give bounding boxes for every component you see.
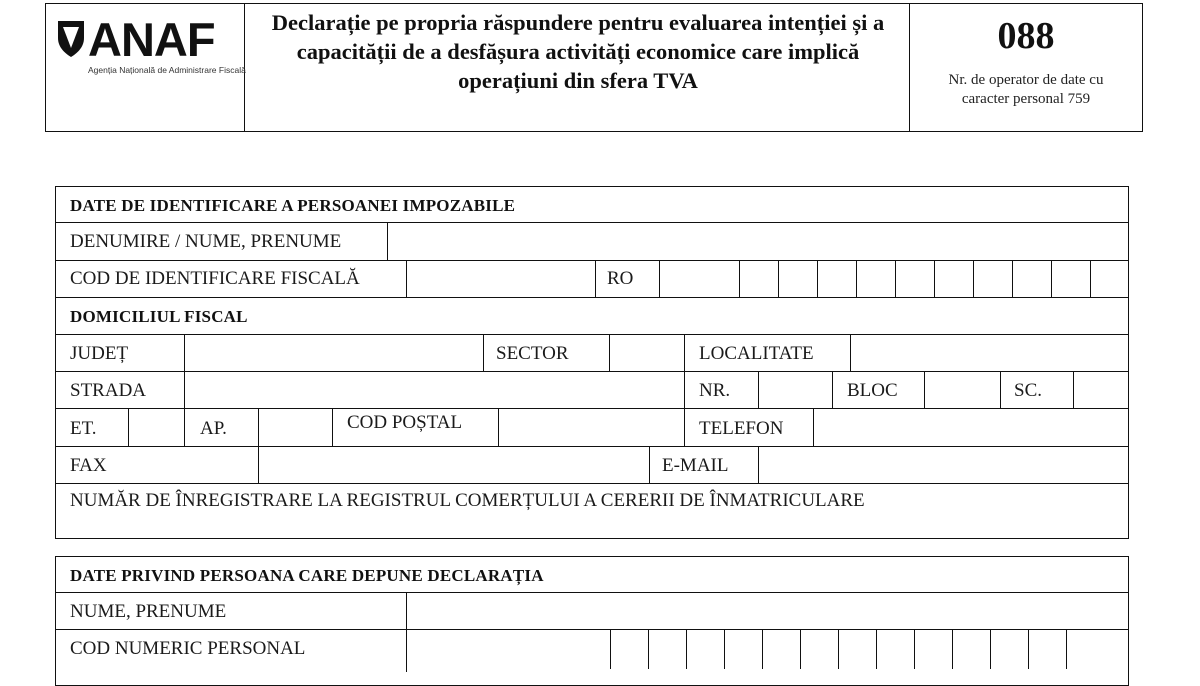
email-label: E-MAIL bbox=[662, 455, 729, 476]
registration-field[interactable] bbox=[57, 512, 1127, 537]
telefon-label: TELEFON bbox=[699, 418, 784, 439]
et-label: ET. bbox=[70, 418, 97, 439]
localitate-field[interactable] bbox=[852, 336, 1127, 370]
judet-label: JUDEȚ bbox=[70, 343, 129, 364]
cif-field[interactable] bbox=[408, 262, 594, 296]
telefon-field[interactable] bbox=[815, 410, 1127, 445]
fax-field[interactable] bbox=[260, 448, 648, 482]
ro-label: RO bbox=[607, 268, 634, 289]
nr-label: NR. bbox=[699, 380, 731, 401]
cod-postal-label: COD POȘTAL bbox=[347, 412, 463, 433]
ap-field[interactable] bbox=[260, 410, 331, 445]
shield-icon bbox=[56, 18, 86, 58]
strada-field[interactable] bbox=[186, 373, 683, 407]
localitate-label: LOCALITATE bbox=[699, 343, 814, 364]
email-field[interactable] bbox=[760, 448, 1127, 482]
identification-heading: DATE DE IDENTIFICARE A PERSOANEI IMPOZABILE bbox=[70, 196, 516, 215]
strada-label: STRADA bbox=[70, 380, 147, 401]
bloc-label: BLOC bbox=[847, 380, 898, 401]
cnp-label: COD NUMERIC PERSONAL bbox=[70, 638, 306, 659]
cod-postal-field[interactable] bbox=[500, 410, 683, 445]
cif-label: COD DE IDENTIFICARE FISCALĂ bbox=[70, 268, 360, 289]
name-label: DENUMIRE / NUME, PRENUME bbox=[70, 231, 342, 252]
bloc-field[interactable] bbox=[926, 373, 999, 407]
declarant-name-field[interactable] bbox=[408, 594, 1127, 628]
domicile-heading: DOMICILIUL FISCAL bbox=[70, 307, 248, 326]
form-title: Declarație pe propria răspundere pentru evaluarea intenției și a capacității de a desfășura activități economice care implică operațiuni din sfera TVA bbox=[271, 10, 885, 93]
declarant-name-label: NUME, PRENUME bbox=[70, 601, 227, 622]
sector-label: SECTOR bbox=[496, 343, 569, 364]
ap-label: AP. bbox=[200, 418, 227, 439]
et-field[interactable] bbox=[130, 410, 183, 445]
logo-subtitle: Agenția Națională de Administrare Fiscală bbox=[88, 65, 246, 75]
judet-field[interactable] bbox=[186, 336, 482, 370]
sc-field[interactable] bbox=[1075, 373, 1127, 407]
registration-label: NUMĂR DE ÎNREGISTRARE LA REGISTRUL COMERȚULUI A CERERII DE ÎNMATRICULARE bbox=[70, 490, 865, 511]
fax-label: FAX bbox=[70, 455, 107, 476]
logo-text: ANAF bbox=[88, 13, 215, 66]
form-code: 088 bbox=[997, 15, 1055, 57]
nr-field[interactable] bbox=[760, 373, 831, 407]
operator-note: Nr. de operator de date cu caracter personal 759 bbox=[948, 72, 1104, 107]
name-field[interactable] bbox=[389, 224, 1127, 259]
declarant-heading: DATE PRIVIND PERSOANA CARE DEPUNE DECLARAȚIA bbox=[70, 566, 544, 585]
sc-label: SC. bbox=[1014, 380, 1042, 401]
sector-field[interactable] bbox=[611, 336, 683, 370]
cnp-field[interactable] bbox=[408, 631, 1127, 664]
vat-code-field[interactable] bbox=[661, 262, 1127, 296]
